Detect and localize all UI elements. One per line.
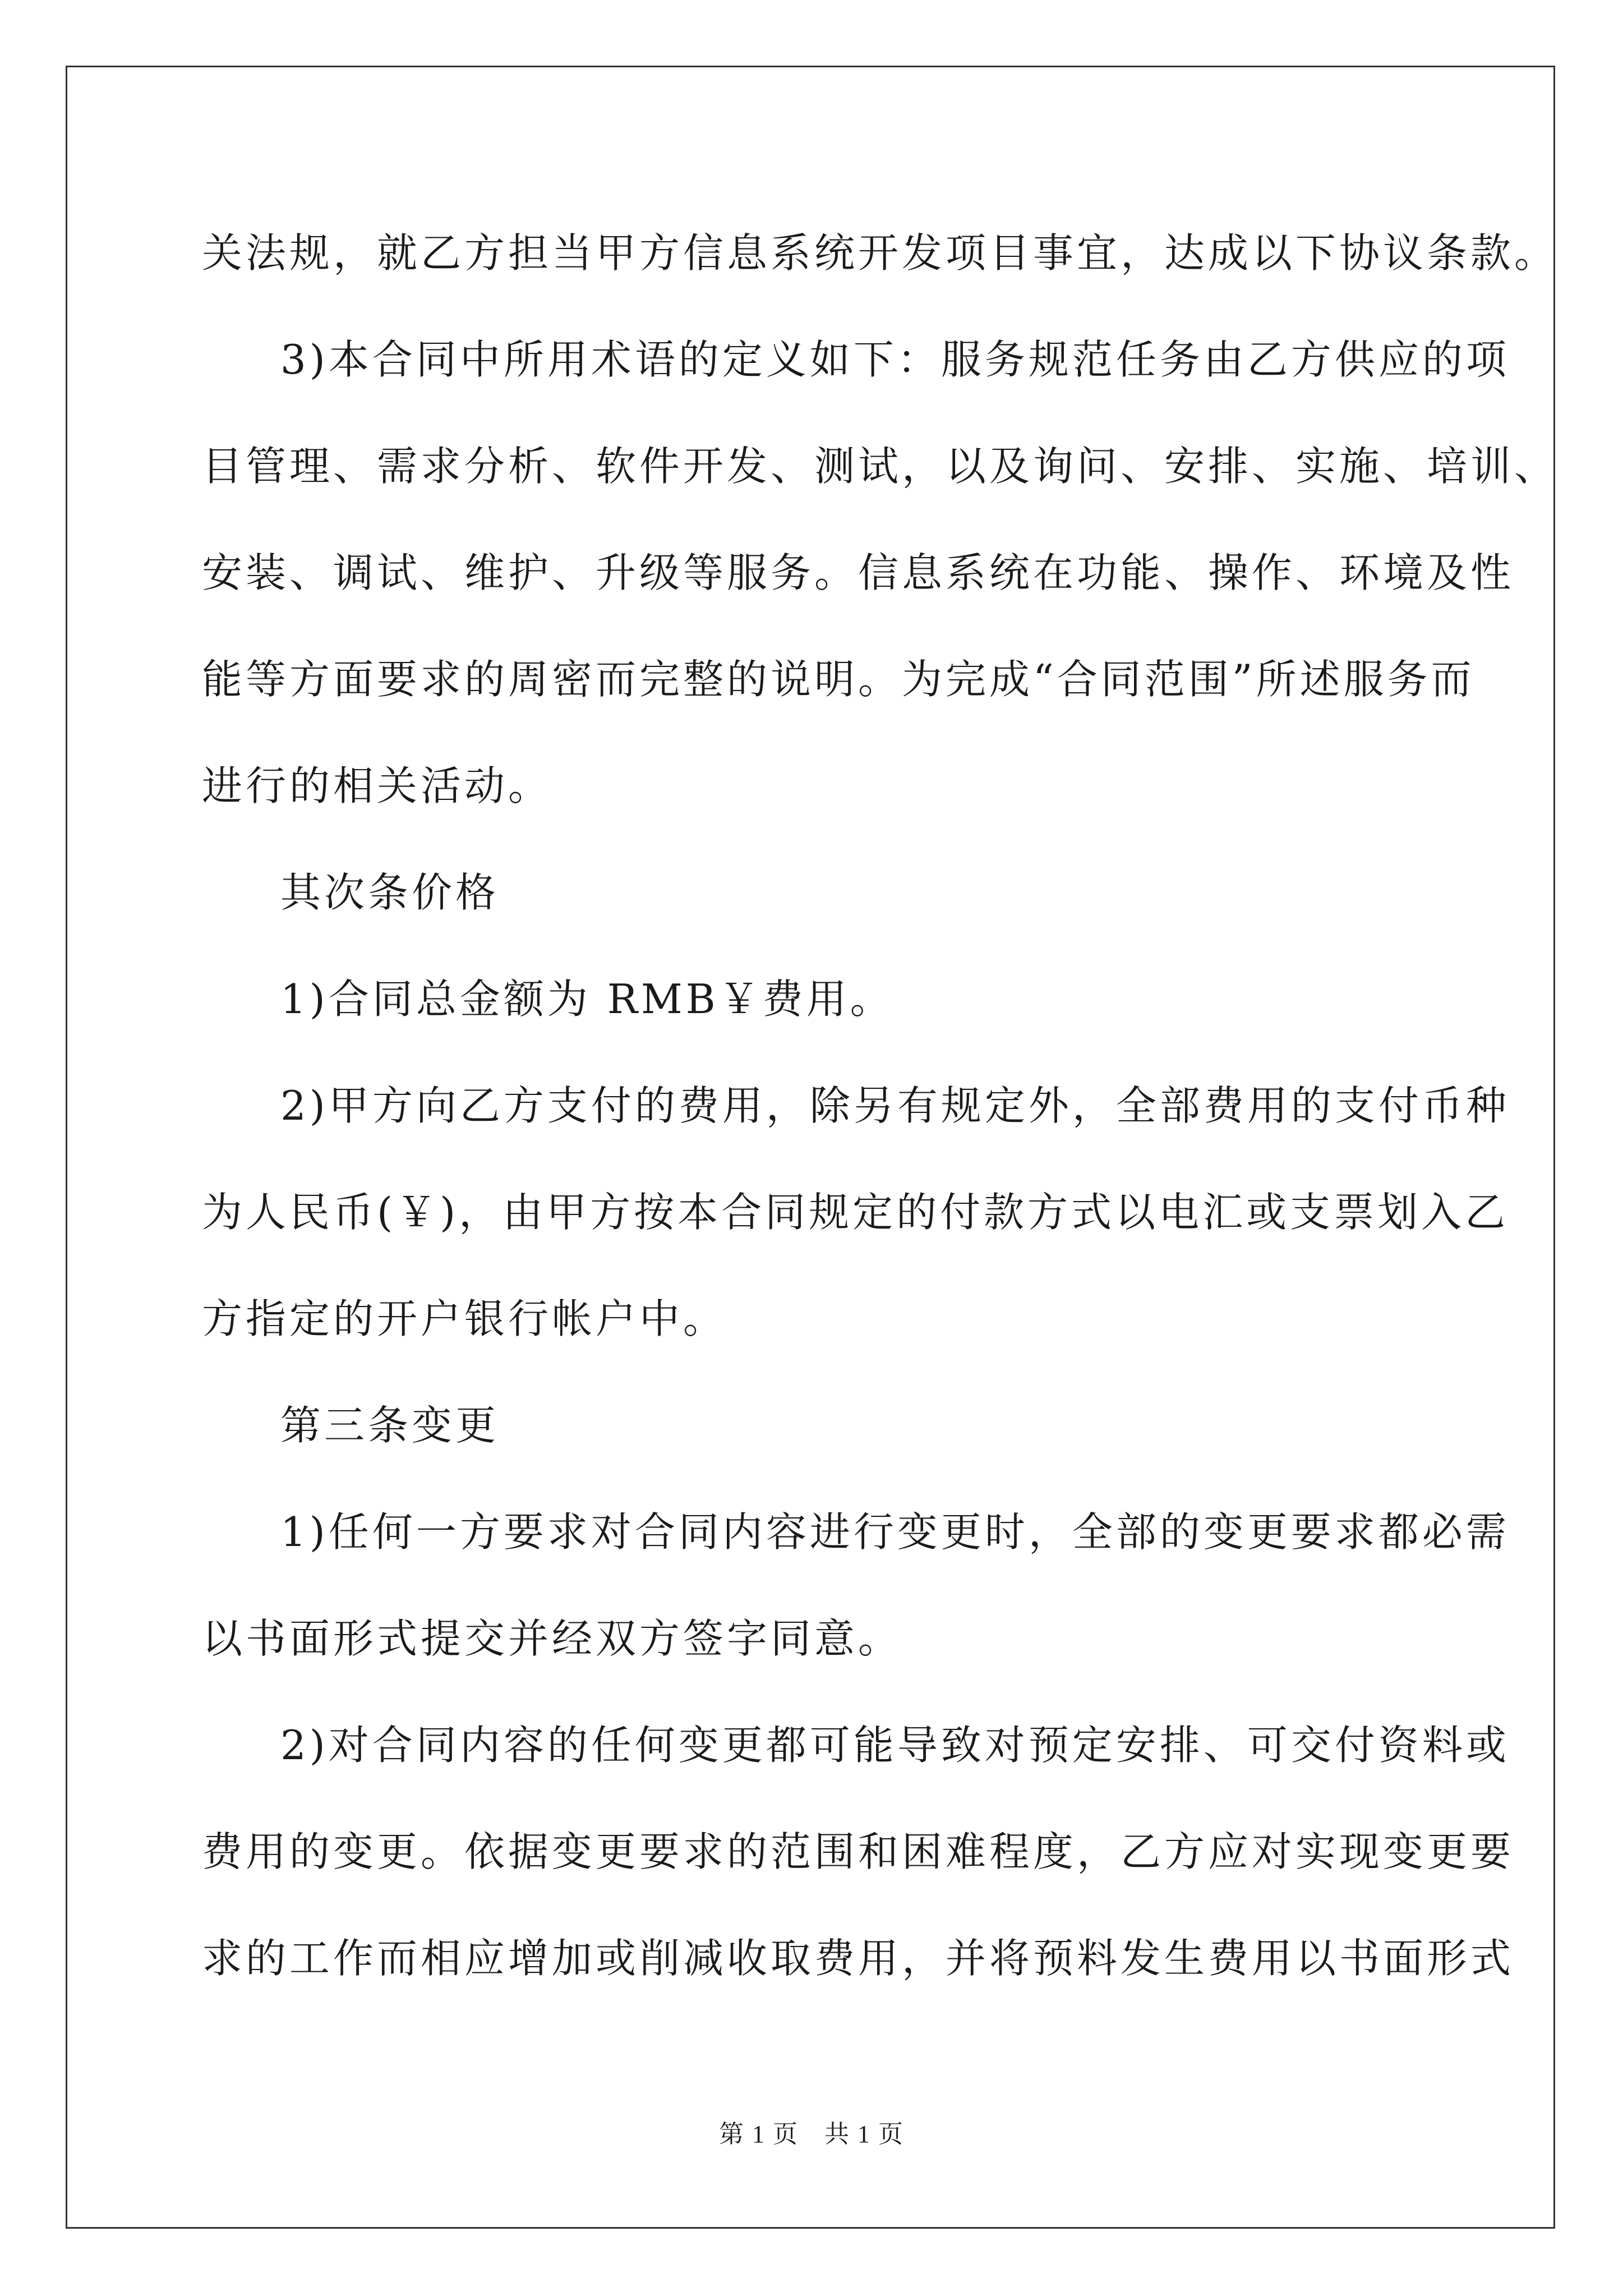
section-heading: 其次条价格 bbox=[280, 869, 500, 916]
text-line: 目管理、需求分析、软件开发、测试，以及询问、安排、实施、培训、 bbox=[202, 443, 1559, 490]
text-line: 关法规，就乙方担当甲方信息系统开发项目事宜，达成以下协议条款。 bbox=[202, 229, 1559, 277]
text-line: 以书面形式提交并经双方签字同意。 bbox=[202, 1615, 902, 1662]
page-number-footer: 第 1 页 共 1 页 bbox=[719, 2120, 904, 2148]
text-line: 3)本合同中所用术语的定义如下：服务规范任务由乙方供应的项 bbox=[280, 336, 1510, 383]
text-line: 2)对合同内容的任何变更都可能导致对预定安排、可交付资料或 bbox=[280, 1722, 1510, 1769]
text-line: 为人民币(￥)，由甲方按本合同规定的付款方式以电汇或支票划入乙 bbox=[202, 1189, 1509, 1236]
text-line: 费用的变更。依据变更要求的范围和困难程度，乙方应对实现变更要 bbox=[202, 1828, 1515, 1875]
text-line: 1)任何一方要求对合同内容进行变更时，全部的变更要求都必需 bbox=[280, 1508, 1510, 1556]
text-line: 方指定的开户银行帐户中。 bbox=[202, 1295, 727, 1342]
text-line: 能等方面要求的周密而完整的说明。为完成“合同范围”所述服务而 bbox=[202, 656, 1475, 703]
page-border bbox=[66, 66, 1555, 2229]
text-line: 进行的相关活动。 bbox=[202, 762, 552, 809]
text-line: 2)甲方向乙方支付的费用，除另有规定外，全部费用的支付币种 bbox=[280, 1082, 1510, 1129]
text-line: 安装、调试、维护、升级等服务。信息系统在功能、操作、环境及性 bbox=[202, 549, 1515, 596]
text-line: 1)合同总金额为 RMB￥费用。 bbox=[280, 976, 894, 1023]
section-heading: 第三条变更 bbox=[280, 1402, 500, 1449]
text-line: 求的工作而相应增加或削减收取费用，并将预料发生费用以书面形式 bbox=[202, 1935, 1515, 1982]
